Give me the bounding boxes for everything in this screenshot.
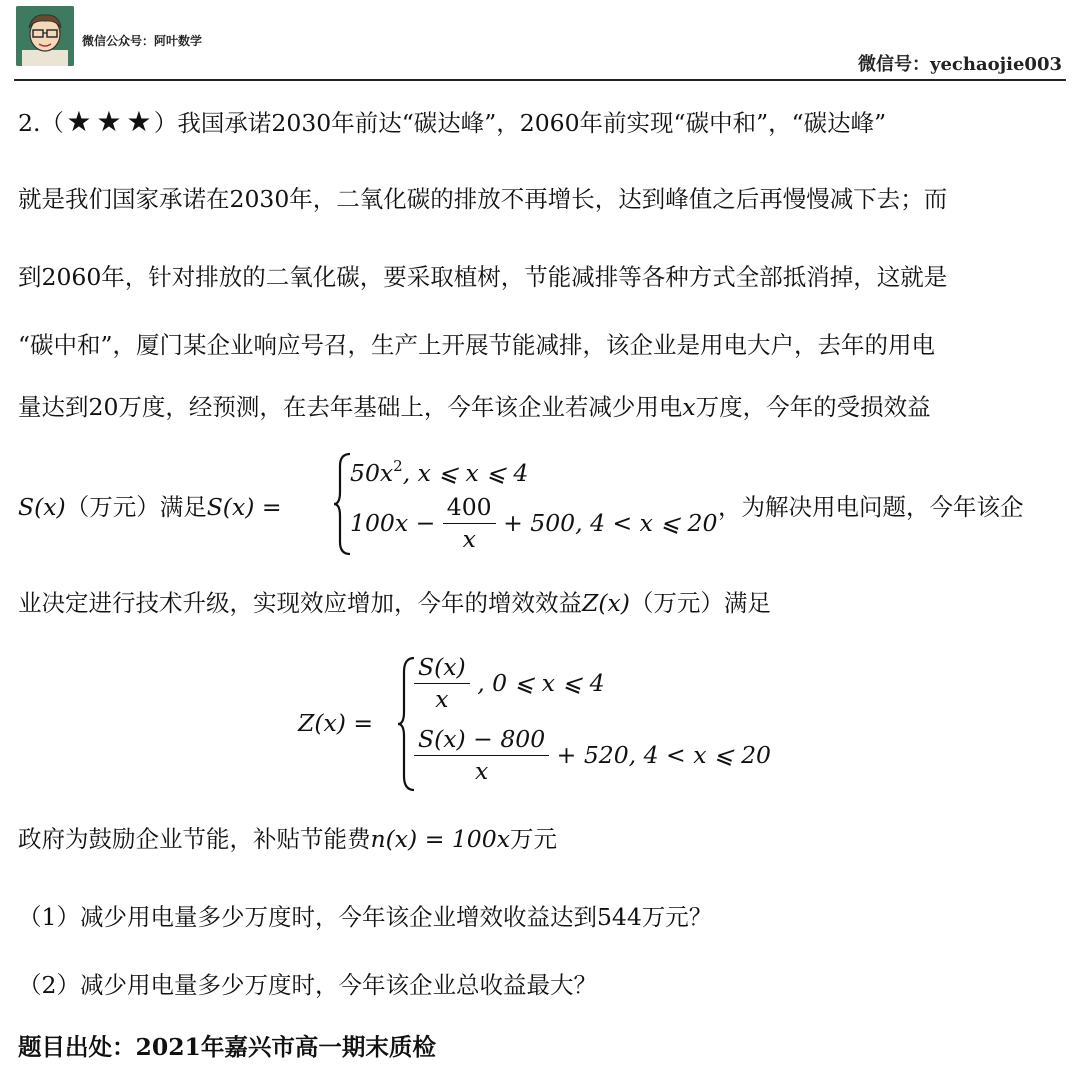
z-case-2-fraction	[414, 725, 549, 785]
question-1: （1）减少用电量多少万度时，今年该企业增效收益达到544万元？	[18, 903, 713, 931]
problem-line-2: 就是我们国家承诺在2030年，二氧化碳的排放不再增长，达到峰值之后再慢慢减下去；而	[18, 185, 948, 213]
problem-line-4: “碳中和”，厦门某企业响应号召，生产上开展节能减排，该企业是用电大户，去年的用电	[18, 331, 936, 359]
account-label: 微信公众号：阿叶数学	[82, 34, 203, 48]
s-case-2-condition: + 500, 4 < x ⩽ 20	[503, 508, 718, 537]
s-case-2-term: 100x −	[350, 508, 436, 537]
z-case-2-condition: + 520, 4 < x ⩽ 20	[556, 740, 771, 769]
avatar	[16, 6, 74, 66]
problem-line-5	[18, 393, 931, 421]
header-divider	[14, 79, 1066, 81]
s-case-2-fraction	[443, 493, 496, 553]
z-equation-lhs: Z(x) =	[298, 709, 374, 737]
question-2: （2）减少用电量多少万度时，今年该企业总收益最大？	[18, 971, 597, 999]
s-case-1	[350, 457, 529, 487]
z-case-2	[414, 725, 771, 785]
z-case-1	[414, 653, 605, 713]
problem-text-1: 我国承诺2030年前达“碳达峰”，2060年前实现“碳中和”，“碳达峰”	[177, 109, 887, 137]
problem-line-3: 到2060年，针对排放的二氧化碳，要采取植树，节能减排等各种方式全部抵消掉，这就是	[18, 263, 948, 291]
fraction-numerator: S(x) − 800	[414, 728, 549, 756]
stars-close: ）	[153, 109, 178, 137]
s-case-1-exponent: 2	[393, 457, 403, 475]
star-icon: ★	[66, 105, 92, 138]
problem-text-5a: 量达到20万度，经预测，在去年基础上，今年该企业若减少用电	[18, 393, 683, 421]
s-after-text: ，为解决用电问题，今年该企	[718, 493, 1024, 521]
fraction-denominator: x	[435, 684, 449, 713]
subsidy-text-b: 万元	[509, 825, 557, 853]
star-icon: ★	[96, 105, 122, 138]
variable-x: x	[682, 393, 696, 421]
s-function-name: S(x)	[18, 493, 66, 521]
s-case-2	[350, 493, 718, 553]
problem-line-7	[18, 589, 771, 617]
s-equation-lhs: S(x) =	[206, 493, 282, 521]
s-intro-text: （万元）满足	[65, 493, 207, 521]
wechat-id: 微信号：yechaojie003	[857, 54, 1062, 75]
fraction-numerator: 400	[443, 496, 496, 524]
problem-text-7b: （万元）满足	[629, 589, 771, 617]
fraction-denominator: x	[474, 756, 489, 785]
subsidy-text-a: 政府为鼓励企业节能，补贴节能费	[18, 825, 371, 853]
star-icon: ★	[126, 105, 152, 138]
problem-line-1	[18, 105, 887, 138]
z-case-1-fraction	[414, 653, 470, 713]
z-function-name: Z(x)	[582, 589, 630, 617]
problem-source: 题目出处：2021年嘉兴市高一期末质检	[18, 1033, 436, 1061]
problem-text-7a: 业决定进行技术升级，实现效应增加，今年的增效效益	[18, 589, 582, 617]
page-header	[0, 0, 1080, 82]
problem-number: 2.（	[18, 109, 64, 137]
s-case-1-term: 50x	[350, 459, 394, 487]
fraction-numerator: S(x)	[414, 656, 470, 684]
subsidy-line	[18, 825, 557, 853]
s-case-1-condition: , x ⩽ x ⩽ 4	[402, 459, 529, 487]
z-case-1-condition: , 0 ⩽ x ⩽ 4	[477, 668, 605, 697]
subsidy-formula: n(x) = 100x	[370, 825, 510, 853]
s-intro	[18, 493, 282, 521]
fraction-denominator: x	[462, 524, 476, 553]
problem-text-5b: 万度，今年的受损效益	[695, 393, 931, 421]
